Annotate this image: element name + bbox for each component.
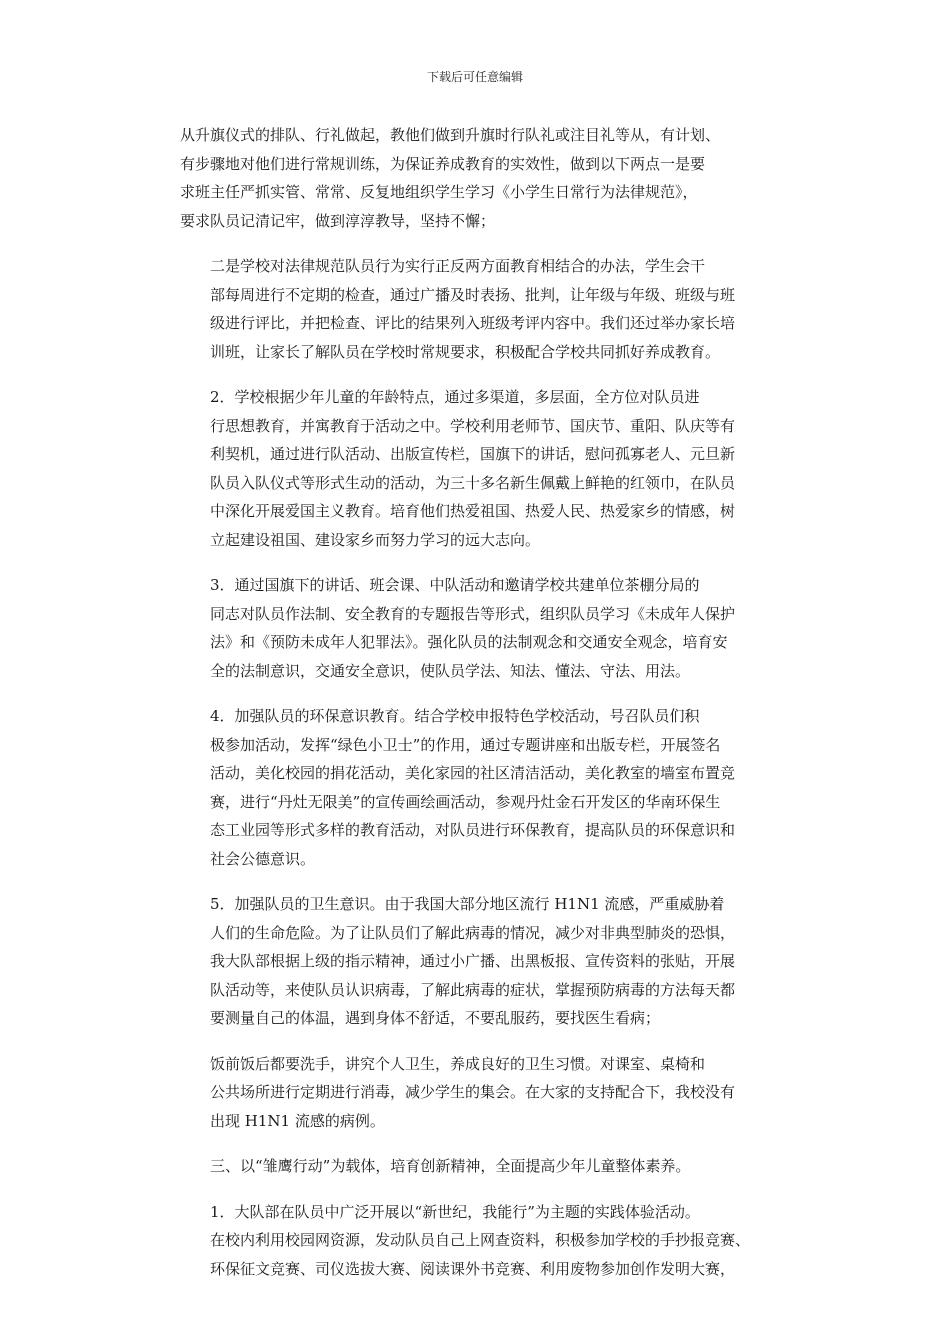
text-line: 行思想教育，并寓教育于活动之中。学校利用老师节、国庆节、重阳、队庆等有 <box>210 416 736 435</box>
paragraph-1 <box>180 121 778 235</box>
text-line: 环保征文竞赛、司仪选拔大赛、阅读课外书竞赛、利用废物参加创作发明大赛， <box>210 1259 736 1278</box>
text-line: 出现 H1N1 流感的病例。 <box>210 1111 385 1130</box>
text-line: 饭前饭后都要洗手，讲究个人卫生，养成良好的卫生习惯。对课室、桌椅和 <box>210 1054 706 1073</box>
text-line: 人们的生命危险。为了让队员们了解此病毒的情况，减少对非典型肺炎的恐惧， <box>210 923 736 942</box>
text-line: 要测量自己的体温，遇到身体不舒适，不要乱服药，要找医生看病； <box>210 1009 661 1027</box>
paragraph-6 <box>180 890 778 1033</box>
text-line: 态工业园等形式多样的教育活动，对队员进行环保教育，提高队员的环保意识和 <box>210 821 736 839</box>
paragraph-3 <box>180 383 778 554</box>
paragraph-2 <box>180 252 778 366</box>
text-line: 从升旗仪式的排队、行礼做起，教他们做到升旗时行队礼或注目礼等从，有计划、 <box>180 126 721 144</box>
text-line: 3．通过国旗下的讲话、班会课、中队活动和邀请学校共建单位茶棚分局的 <box>210 576 700 594</box>
text-line: 同志对队员作法制、安全教育的专题报告等形式，组织队员学习《未成年人保护 <box>210 604 736 623</box>
document-body <box>180 121 778 1300</box>
text-line: 赛，进行“丹灶无限美”的宣传画绘画活动，参观丹灶金石开发区的华南环保生 <box>210 792 721 811</box>
text-line: 级进行评比，并把检查、评比的结果列入班级考评内容中。我们还过举办家长培 <box>210 314 736 332</box>
text-line: 在校内利用校园网资源，发动队员自己上网查资料，积极参加学校的手抄报竞赛、 <box>210 1231 751 1249</box>
text-line: 要求队员记清记牢，做到淳淳教导，坚持不懈； <box>180 211 496 230</box>
text-line: 队活动等，来使队员认识病毒，了解此病毒的症状，掌握预防病毒的方法每天都 <box>210 980 736 999</box>
paragraph-7 <box>180 1050 778 1136</box>
text-line: 利契机，通过进行队活动、出版宣传栏，国旗下的讲话，慰问孤寡老人、元旦新 <box>210 445 736 463</box>
paragraph-8 <box>180 1152 778 1181</box>
paragraph-4 <box>180 571 778 685</box>
text-line: 4．加强队员的环保意识教育。结合学校申报特色学校活动，号召队员们积 <box>210 707 700 725</box>
text-line: 我大队部根据上级的指示精神，通过小广播、出黑板报、宣传资料的张贴，开展 <box>210 952 736 970</box>
text-line: 5．加强队员的卫生意识。由于我国大部分地区流行 H1N1 流感，严重威胁着 <box>210 895 725 913</box>
text-line: 求班主任严抓实管、常常、反复地组织学生学习《小学生日常行为法律规范》， <box>180 183 698 201</box>
text-line: 活动，美化校园的捐花活动，美化家园的社区清洁活动，美化教室的墙室布置竞 <box>210 764 736 782</box>
text-line: 全的法制意识，交通安全意识，使队员学法、知法、懂法、守法、用法。 <box>210 661 691 680</box>
text-line: 立起建设祖国、建设家乡而努力学习的远大志向。 <box>210 530 541 549</box>
text-line: 法》和《预防未成年人犯罪法》。强化队员的法制观念和交通安全观念，培育安 <box>210 633 728 651</box>
text-line: 1．大队部在队员中广泛开展以“新世纪，我能行”为主题的实践体验活动。 <box>210 1202 700 1221</box>
text-line: 二是学校对法律规范队员行为实行正反两方面教育相结合的办法，学生会干 <box>210 257 706 275</box>
text-line: 三、以“雏鹰行动”为载体，培育创新精神，全面提高少年儿童整体素养。 <box>210 1157 691 1175</box>
paragraph-5 <box>180 702 778 873</box>
paragraph-9 <box>180 1198 778 1284</box>
text-line: 中深化开展爱国主义教育。培育他们热爱祖国、热爱人民、热爱家乡的情感，树 <box>210 502 736 520</box>
page-header: 下载后可任意编辑 <box>426 70 523 84</box>
text-line: 公共场所进行定期进行消毒，减少学生的集会。在大家的支持配合下，我校没有 <box>210 1083 736 1101</box>
text-line: 队员入队仪式等形式生动的活动，为三十多名新生佩戴上鲜艳的红领巾，在队员 <box>210 473 736 492</box>
text-line: 2．学校根据少年儿童的年龄特点，通过多渠道，多层面，全方位对队员进 <box>210 388 700 406</box>
text-line: 训班，让家长了解队员在学校时常规要求，积极配合学校共同抓好养成教育。 <box>210 342 721 361</box>
text-line: 部每周进行不定期的检查，通过广播及时表扬、批判，让年级与年级、班级与班 <box>210 285 736 304</box>
text-line: 极参加活动，发挥“绿色小卫士”的作用，通过专题讲座和出版专栏，开展签名 <box>210 735 721 754</box>
text-line: 有步骤地对他们进行常规训练，为保证养成教育的实效性，做到以下两点一是要 <box>180 154 706 173</box>
text-line: 社会公德意识。 <box>210 849 316 868</box>
